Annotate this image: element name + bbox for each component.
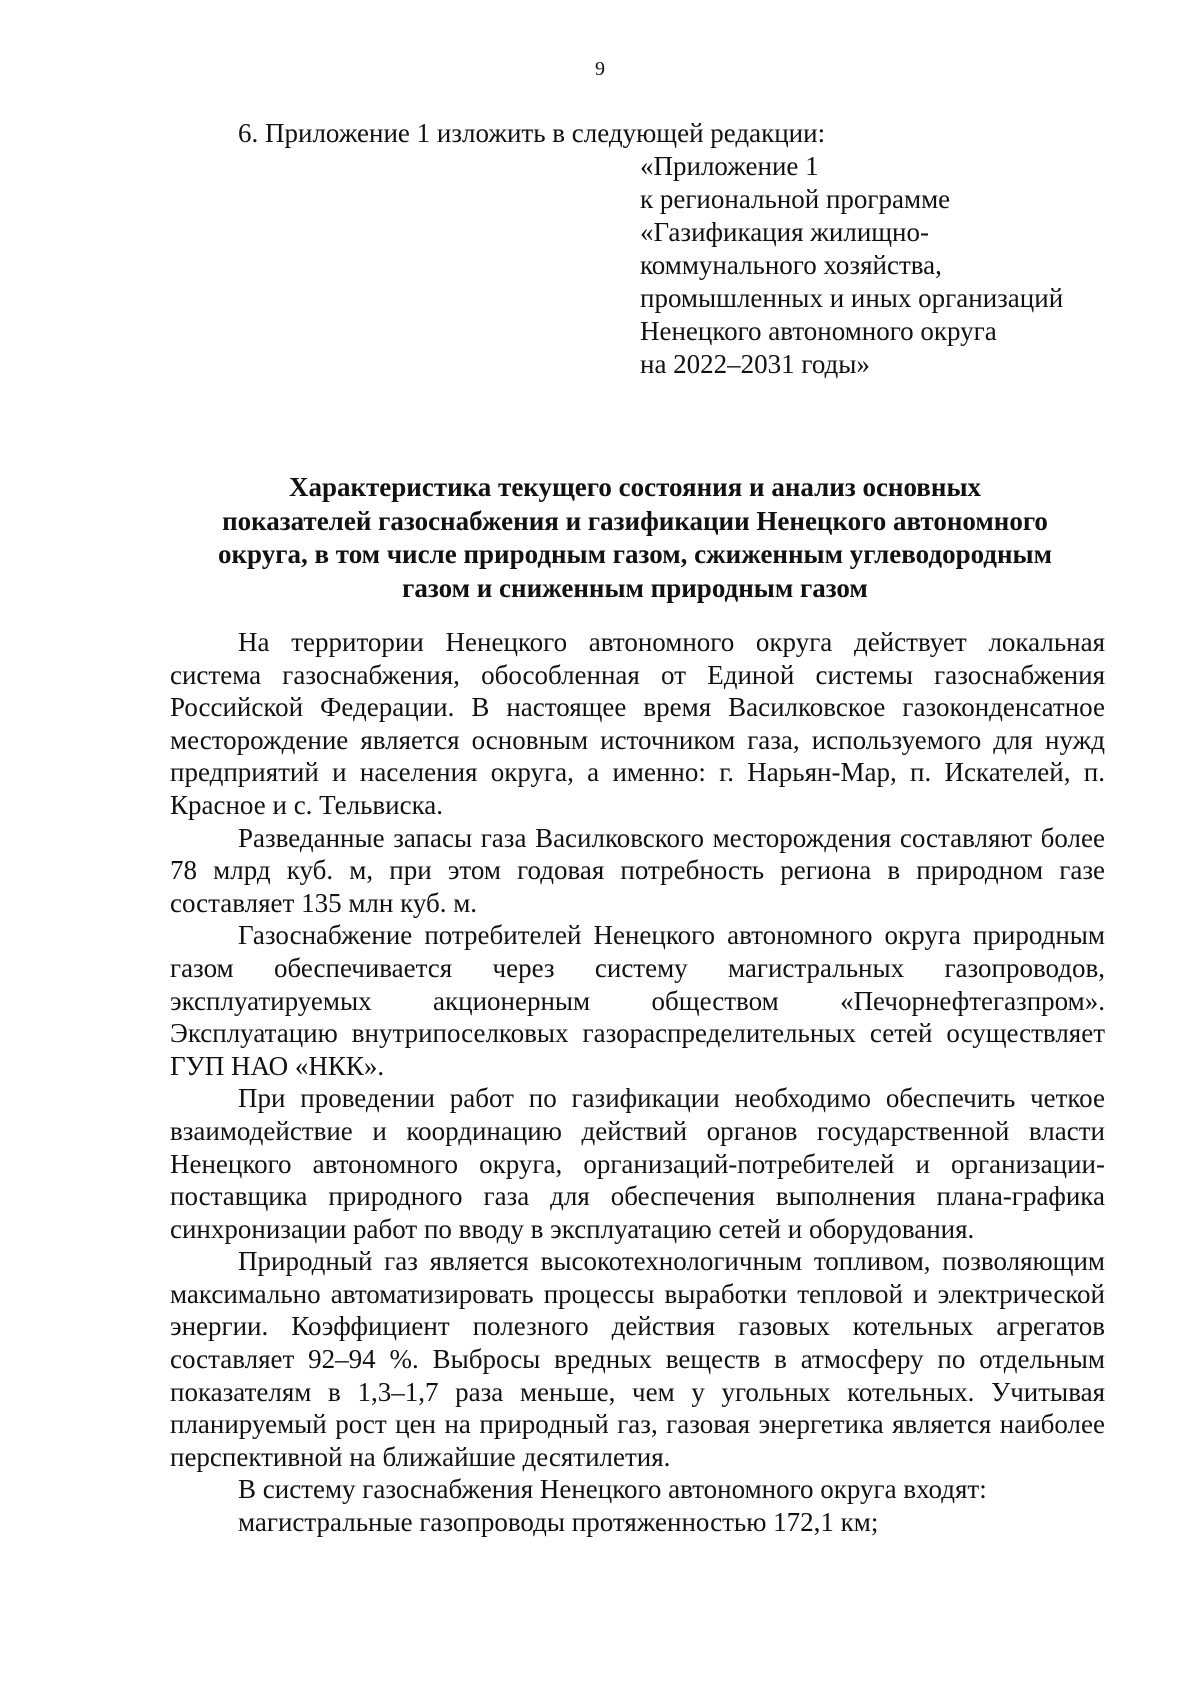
section-heading — [170, 471, 1100, 605]
appendix-line: к региональной программе — [640, 184, 951, 214]
appendix-line: промышленных и иных организаций — [640, 283, 1064, 313]
heading-line: показателей газоснабжения и газификации Ненецкого автономного — [222, 505, 1048, 536]
paragraph: Газоснабжение потребителей Ненецкого автономного округа природным газом обеспечивается через систему магистральных газопроводов, эксплуатируемых акционерным обществом «Печорнефтегазпром». Эксплуатацию внутрипоселковых газораспределительных сетей осуществляет ГУП НАО «НКК». — [170, 920, 1105, 1081]
appendix-line: коммунального хозяйства, — [640, 250, 942, 280]
body-text — [170, 626, 1105, 1539]
paragraph: На территории Ненецкого автономного округа действует локальная система газоснабжения, обособленная от Единой системы газоснабжения Российской Федерации. В настоящее время Василковское газоконденсатное месторождение является основным источником газа, используемого для нужд предприятий и населения округа, а именно: г. Нарьян-Мар, п. Искателей, п. Красное и с. Тельвиска. — [170, 627, 1105, 820]
paragraph: Разведанные запасы газа Василковского месторождения составляют более 78 млрд куб. м, при этом годовая потребность региона в природном газе составляет 135 млн куб. м. — [170, 822, 1105, 918]
heading-line: Характеристика текущего состояния и анализ основных — [288, 472, 982, 502]
list-item: магистральные газопроводы протяженностью 172,1 км; — [238, 1507, 879, 1538]
heading-line: округа, в том числе природным газом, сжиженным углеводородным — [217, 539, 1052, 569]
page-number: 9 — [595, 58, 605, 80]
appendix-line: «Газификация жилищно- — [640, 217, 929, 247]
appendix-line: «Приложение 1 — [640, 151, 819, 181]
appendix-line: Ненецкого автономного округа — [640, 316, 997, 346]
paragraph: Природный газ является высокотехнологичным топливом, позволяющим максимально автоматизировать процессы выработки тепловой и электрической энергии. Коэффициент полезного действия газовых котельных агрегатов составляет 92–94 %. Выбросы вредных веществ в атмосферу по отдельным показателям в 1,3–1,7 раза меньше, чем у угольных котельных. Учитывая планируемый рост цен на природный газ, газовая энергетика является наиболее перспективной на ближайшие десятилетия. — [170, 1246, 1105, 1472]
appendix-line: на 2022–2031 годы» — [640, 349, 870, 379]
heading-line: газом и сниженным природным газом — [402, 572, 868, 603]
appendix-header-block — [640, 150, 1160, 381]
paragraph: При проведении работ по газификации необходимо обеспечить четкое взаимодействие и координацию действий органов государственной власти Ненецкого автономного округа, организаций-потребителей и организации-поставщика природного газа для обеспечения выполнения плана-графика синхронизации работ по вводу в эксплуатацию сетей и оборудования. — [170, 1083, 1105, 1244]
amendment-intro: 6. Приложение 1 изложить в следующей редакции: — [238, 118, 826, 148]
paragraph: В систему газоснабжения Ненецкого автономного округа входят: — [238, 1474, 987, 1505]
